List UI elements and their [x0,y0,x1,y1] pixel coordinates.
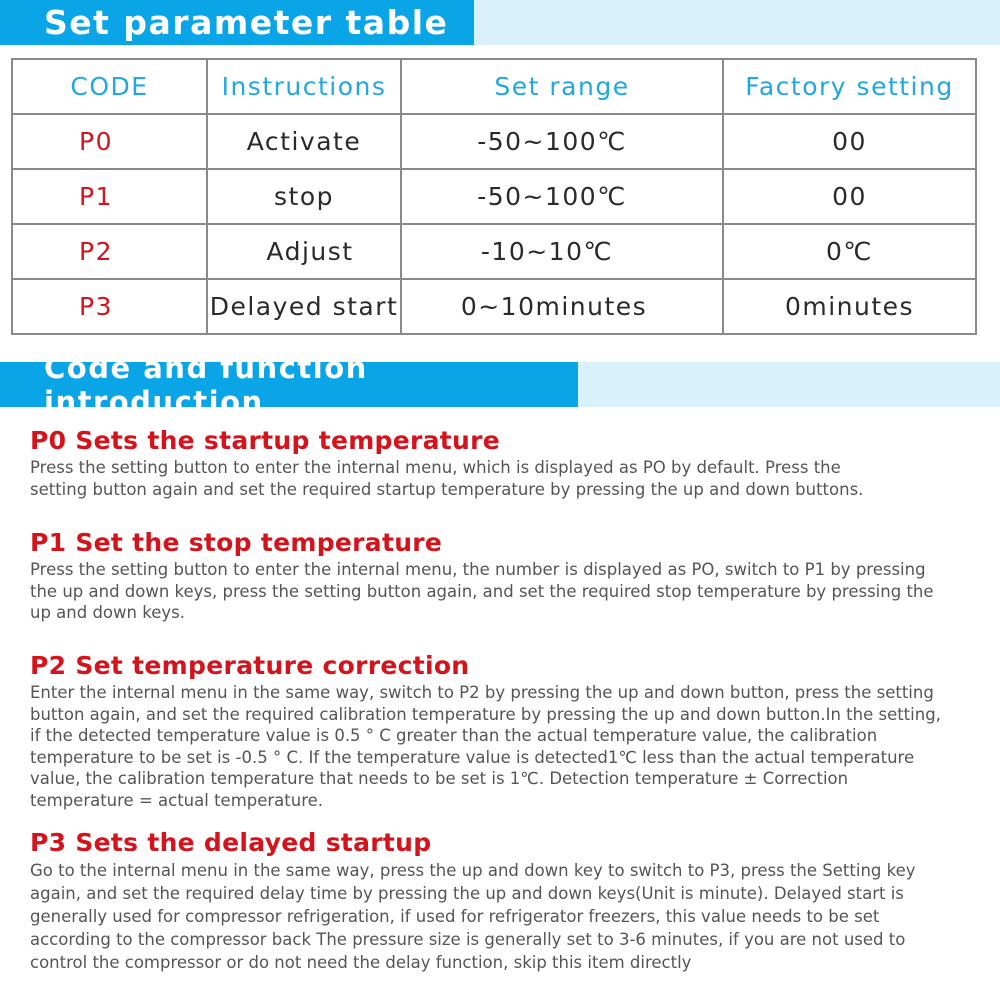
parameter-table [11,58,977,335]
header-factory-setting: Factory setting [723,59,976,114]
cell-set-range: -10~10℃ [401,224,723,279]
cell-factory-setting: 0℃ [723,224,976,279]
table-row [12,169,976,224]
cell-factory-setting: 00 [723,169,976,224]
section-title: P3 Sets the delayed startup [30,828,432,857]
table-row [12,224,976,279]
cell-instructions: Delayed start [207,279,401,334]
cell-code: P2 [12,224,207,279]
section-p1 [30,527,992,624]
code-intro-title: Code and function introduction [0,362,578,407]
cell-instructions: stop [207,169,401,224]
table-row [12,279,976,334]
section-p0 [30,425,992,500]
section-text: Enter the internal menu in the same way, switch to P2 by pressing the up and down button, press the setting button again, and set the required calibration temperature by pressing the up and down button.In the setting, if the detected temperature value is 0.5 ° C greater than the actual temperature value, the calibration temperature to be set is -0.5 ° C. If the temperature value is detected1℃ less than the actual temperature value, the calibration temperature that needs to be set is 1℃. Detection temperature ± Correction temperature = actual temperature. [30,683,941,810]
header-code: CODE [12,59,207,114]
cell-instructions: Adjust [207,224,401,279]
section-title: P1 Set the stop temperature [30,528,443,557]
table-header-row [12,59,976,114]
table-row [12,114,976,169]
parameter-table-banner [0,0,1000,45]
section-text: Press the setting button to enter the internal menu, the number is displayed as PO, switch to P1 by pressing the up and down keys, press the setting button again, and set the required stop temperature by pressing the up and down keys. [30,560,934,623]
cell-code: P3 [12,279,207,334]
cell-code: P0 [12,114,207,169]
cell-set-range: -50~100℃ [401,114,723,169]
cell-code: P1 [12,169,207,224]
section-p2 [30,650,992,812]
section-text: Go to the internal menu in the same way, press the up and down key to switch to P3, press the Setting key again, and set the required delay time by pressing the up and down keys(Unit is minute). Delayed start is generally used for compressor refrigeration, if used for refrigerator freezers, this value needs to be set according to the compressor back The pressure size is generally set to 3-6 minutes, if you are not used to control the compressor or do not need the delay function, skip this item directly [30,861,916,972]
header-set-range: Set range [401,59,723,114]
section-title: P2 Set temperature correction [30,651,470,680]
cell-instructions: Activate [207,114,401,169]
cell-set-range: -50~100℃ [401,169,723,224]
code-intro-banner [0,350,1000,419]
parameter-table-title: Set parameter table [0,0,474,45]
section-p3 [30,827,992,974]
cell-set-range: 0~10minutes [401,279,723,334]
cell-factory-setting: 0minutes [723,279,976,334]
section-text: Press the setting button to enter the internal menu, which is displayed as PO by default. Press the setting button again and set the required startup temperature by pressing the up and down buttons. [30,458,864,499]
header-instructions: Instructions [207,59,401,114]
section-title: P0 Sets the startup temperature [30,426,501,455]
cell-factory-setting: 00 [723,114,976,169]
